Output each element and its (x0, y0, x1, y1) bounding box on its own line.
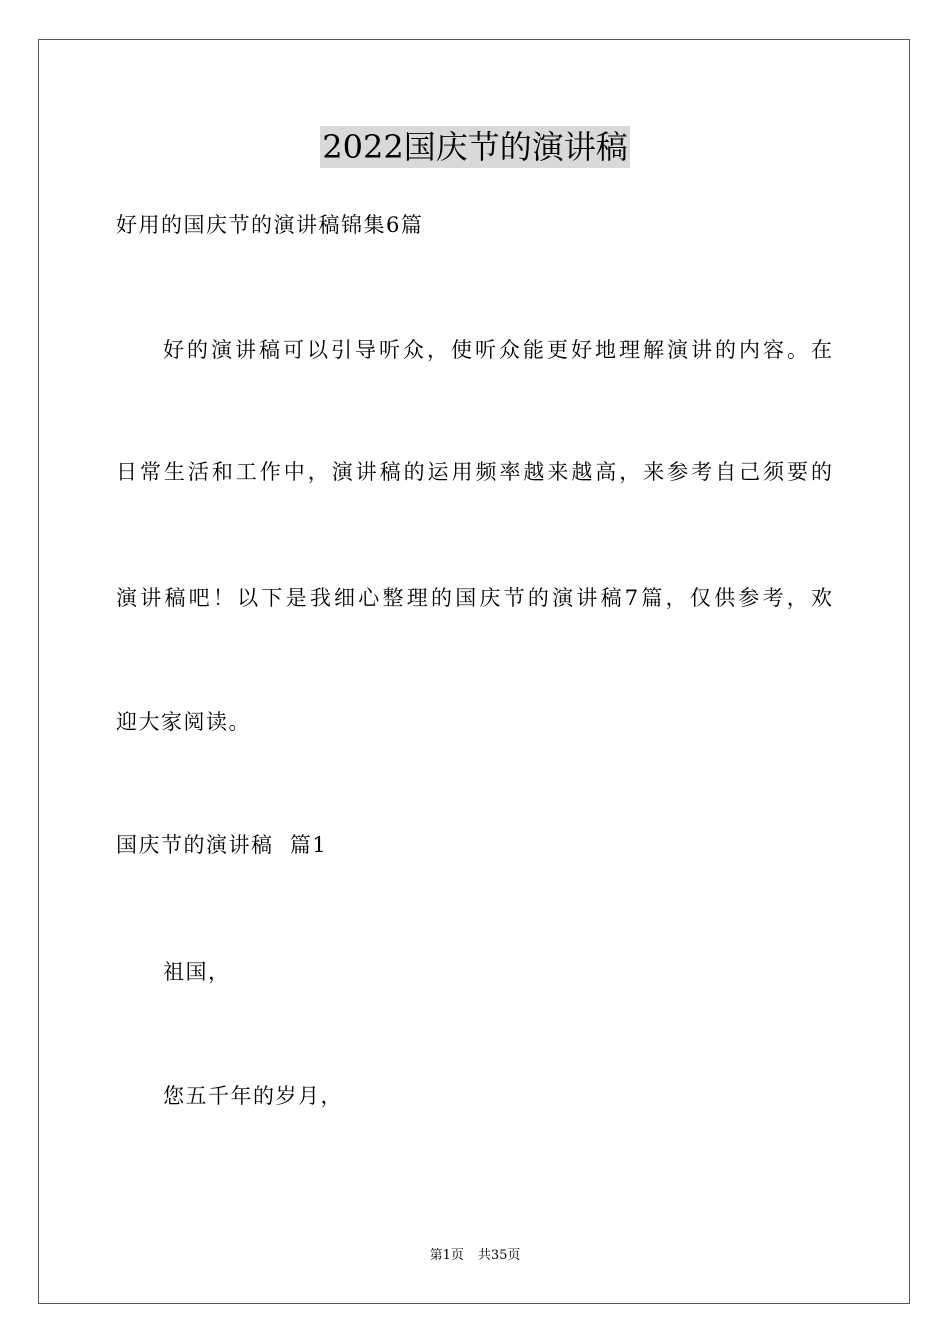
page-number: 第1页 (429, 1248, 464, 1263)
document-title: 2022国庆节的演讲稿 (322, 128, 628, 166)
document-subtitle: 好用的国庆节的演讲稿锦集6篇 (116, 213, 424, 237)
poem-line-1: 祖国， (163, 960, 231, 984)
poem-line-2: 您五千年的岁月， (163, 1084, 343, 1108)
intro-line-4: 迎大家阅读。 (116, 710, 251, 734)
intro-line-1: 好的演讲稿可以引导听众，使听众能更好地理解演讲的内容。在 (163, 338, 832, 362)
intro-line-3: 演讲稿吧！以下是我细心整理的国庆节的演讲稿7篇，仅供参考，欢 (116, 586, 832, 610)
title-container (0, 126, 950, 168)
page-total: 共35页 (477, 1248, 521, 1263)
section-heading: 国庆节的演讲稿 篇1 (116, 833, 328, 857)
intro-line-2: 日常生活和工作中，演讲稿的运用频率越来越高，来参考自己须要的 (116, 460, 832, 484)
page-footer (0, 1247, 950, 1265)
